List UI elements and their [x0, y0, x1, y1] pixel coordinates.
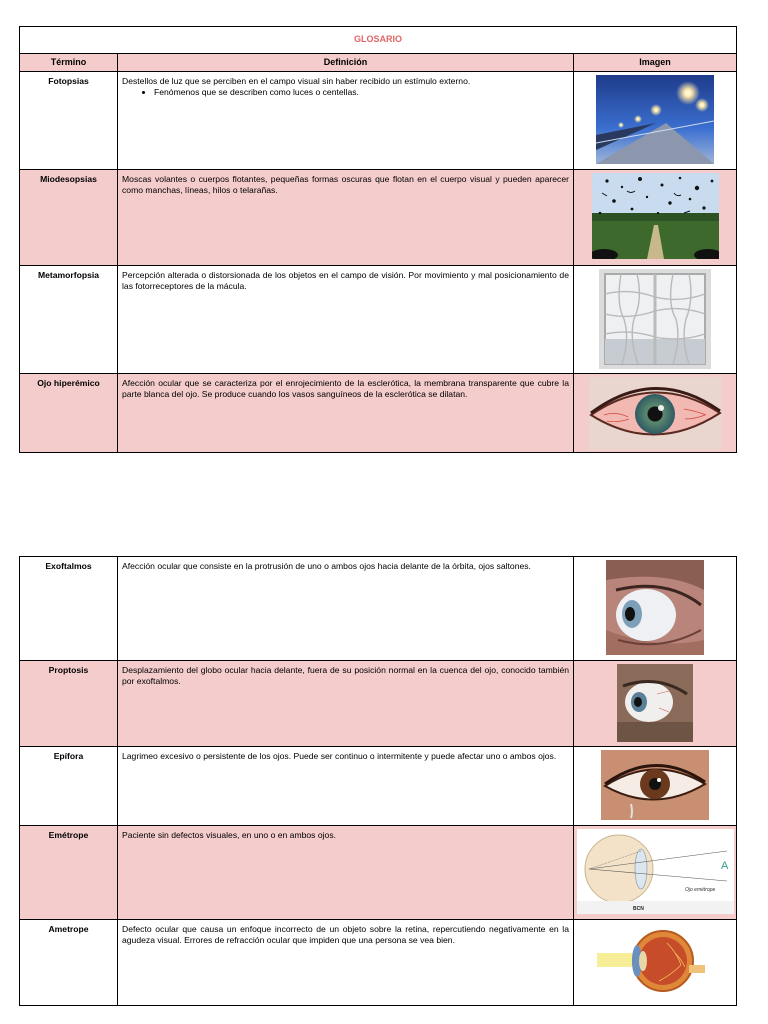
header-image: Imagen — [574, 54, 737, 72]
table-row — [20, 374, 737, 453]
table-row — [20, 170, 737, 266]
image-cell — [574, 747, 737, 826]
definition-cell: Paciente sin defectos visuales, en uno o en ambos ojos. — [118, 826, 574, 920]
term-cell: Epífora — [20, 747, 118, 826]
image-cell — [574, 266, 737, 374]
red-eye-image — [589, 377, 722, 450]
image-cell — [574, 72, 737, 170]
term-cell: Fotopsias — [20, 72, 118, 170]
term-cell: Ametrope — [20, 920, 118, 1006]
definition-cell — [118, 72, 574, 170]
floaters-image — [592, 173, 719, 259]
exophthalmos-image — [606, 560, 704, 655]
image-cell — [574, 557, 737, 661]
term-cell: Ojo hiperémico — [20, 374, 118, 453]
definition-cell: Defecto ocular que causa un enfoque incorrecto de un objeto sobre la retina, repercutiendo negativamente en la agudeza visual. Errores de refracción ocular que impiden que una persona se vea bien. — [118, 920, 574, 1006]
definition-cell: Afección ocular que se caracteriza por el enrojecimiento de la esclerótica, la membrana transparente que cubre la parte blanca del ojo. Se produce cuando los vasos sanguíneos de la esclerótica se dilatan. — [118, 374, 574, 453]
diagram-caption: Ojo emétrope — [684, 887, 715, 893]
image-cell — [574, 374, 737, 453]
header-term: Término — [20, 54, 118, 72]
definition-cell: Moscas volantes o cuerpos flotantes, pequeñas formas oscuras que flotan en el cuerpo visual y pueden aparecer como manchas, líneas, hilos o telarañas. — [118, 170, 574, 266]
table-row — [20, 266, 737, 374]
image-cell — [574, 920, 737, 1006]
table-row — [20, 747, 737, 826]
definition-bullets — [122, 87, 569, 98]
term-cell: Miodesopsias — [20, 170, 118, 266]
distorted-window-image — [599, 269, 711, 369]
table-row — [20, 72, 737, 170]
diagram-credit: BCN — [632, 906, 644, 912]
definition-cell: Percepción alterada o distorsionada de los objetos en el campo de visión. Por movimiento y mal posicionamiento de las fotorreceptores de la mácula. — [118, 266, 574, 374]
proptosis-image — [617, 664, 693, 742]
definition-cell: Afección ocular que consiste en la protrusión de uno o ambos ojos hacia delante de la órbita, ojos saltones. — [118, 557, 574, 661]
table-row — [20, 557, 737, 661]
glossary-table-2 — [19, 556, 737, 1006]
header-row — [20, 54, 737, 72]
ametropia-eye-anatomy-image — [597, 923, 713, 1001]
epiphora-image — [601, 750, 709, 820]
term-cell: Proptosis — [20, 661, 118, 747]
header-definition: Definición — [118, 54, 574, 72]
title-row — [20, 27, 737, 54]
glossary-title: GLOSARIO — [20, 27, 737, 54]
image-cell — [574, 826, 737, 920]
image-cell — [574, 170, 737, 266]
table-row — [20, 661, 737, 747]
term-cell: Emétrope — [20, 826, 118, 920]
term-cell: Metamorfopsia — [20, 266, 118, 374]
definition-text: Destellos de luz que se perciben en el campo visual sin haber recibido un estímulo externo. — [122, 76, 471, 86]
definition-cell: Desplazamiento del globo ocular hacia delante, fuera de su posición normal en la cuenca del ojo, conocido también por exoftalmos. — [118, 661, 574, 747]
term-cell: Exoftalmos — [20, 557, 118, 661]
bullet-item: • Fenómenos que se describen como luces o centellas. — [154, 87, 569, 98]
table-row — [20, 920, 737, 1006]
image-cell — [574, 661, 737, 747]
diagram-letter: A — [720, 860, 728, 872]
table-row — [20, 826, 737, 920]
emmetropic-diagram-image — [577, 829, 734, 914]
glossary-table-1 — [19, 26, 737, 453]
definition-cell: Lagrimeo excesivo o persistente de los ojos. Puede ser continuo o intermitente y puede afectar uno o ambos ojos. — [118, 747, 574, 826]
photopsia-image — [596, 75, 714, 164]
